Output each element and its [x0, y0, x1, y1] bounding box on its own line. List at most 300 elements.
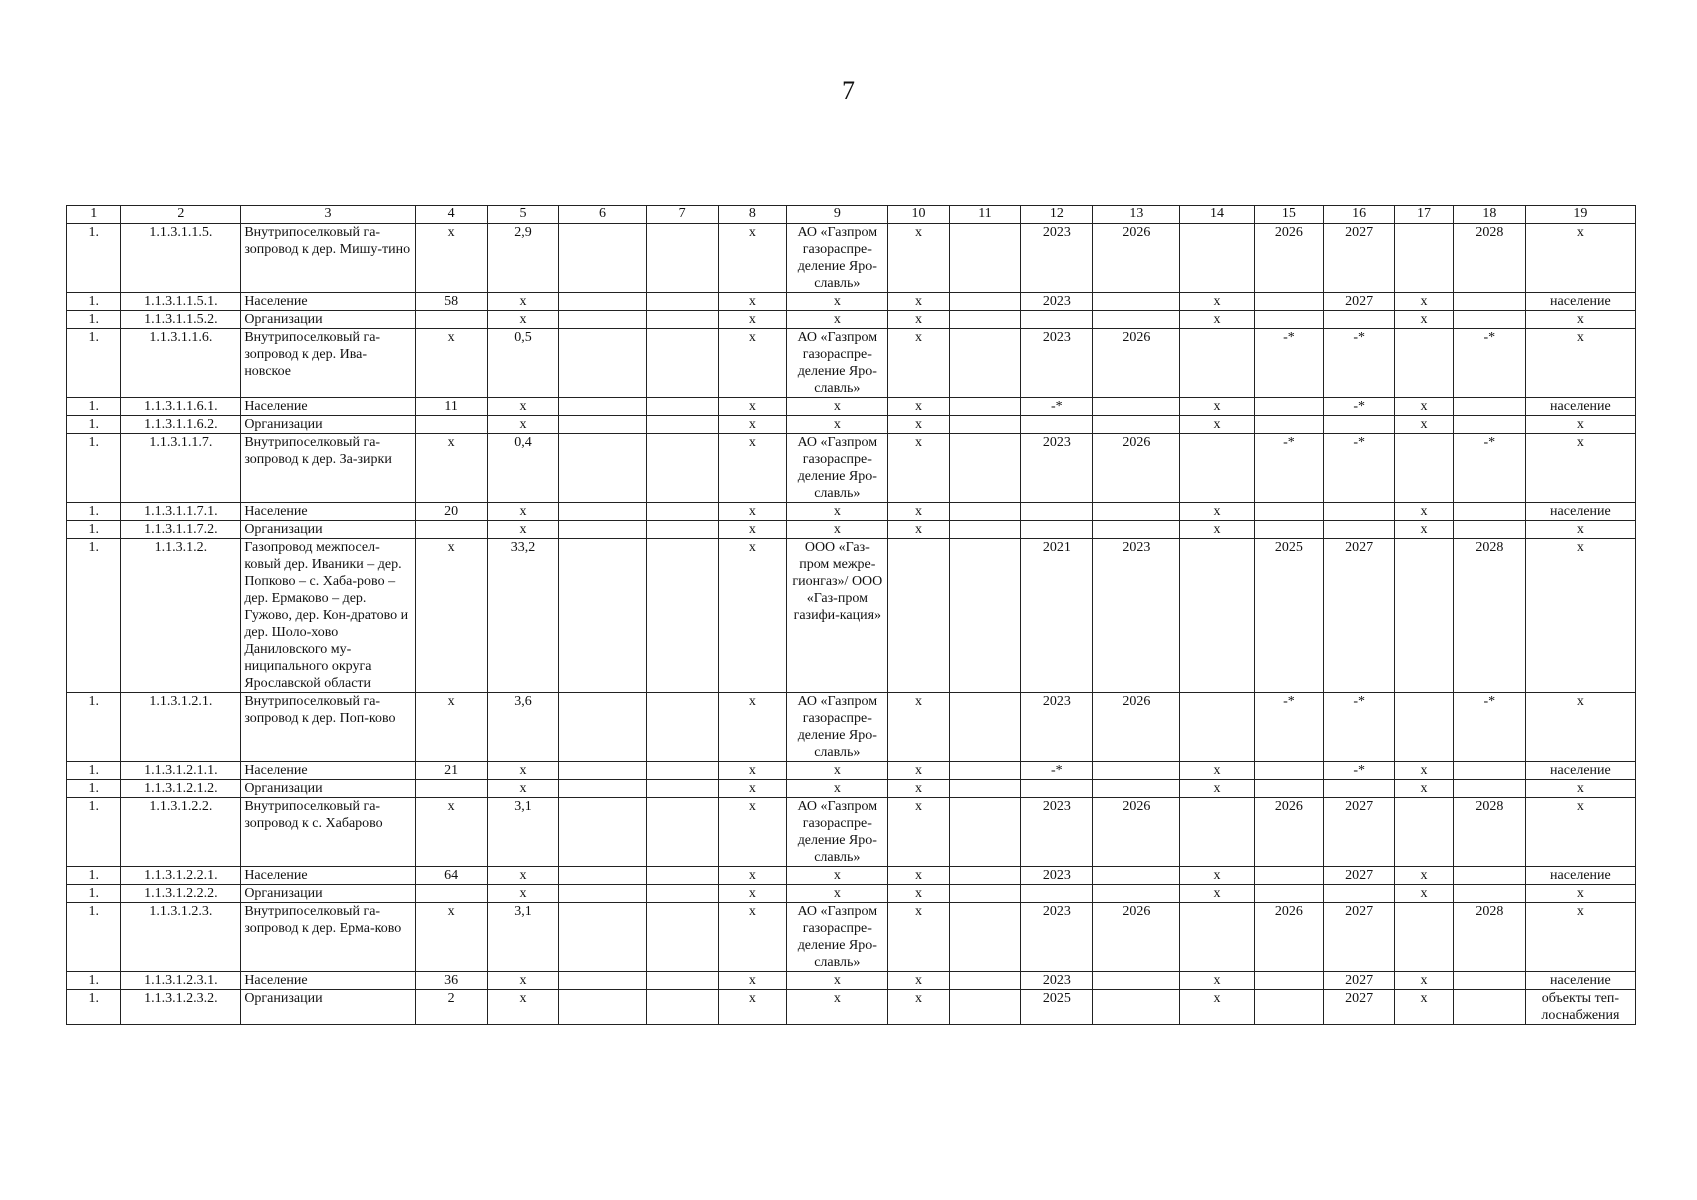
table-cell: Население — [241, 503, 415, 521]
table-cell: 2027 — [1324, 867, 1395, 885]
table-cell: x — [1395, 416, 1454, 434]
table-cell: x — [487, 521, 559, 539]
table-cell — [949, 329, 1021, 398]
table-cell: Внутрипоселковый га-зопровод к с. Хабарово — [241, 798, 415, 867]
table-cell — [1453, 293, 1525, 311]
table-cell: x — [718, 521, 787, 539]
table-row — [67, 798, 1636, 867]
table-row — [67, 224, 1636, 293]
table-cell — [1395, 224, 1454, 293]
table-cell — [1254, 503, 1324, 521]
table-cell: 2023 — [1021, 434, 1093, 503]
table-cell — [646, 693, 718, 762]
table-cell: 2023 — [1093, 539, 1180, 693]
table-cell — [646, 224, 718, 293]
table-cell: x — [1180, 521, 1254, 539]
table-cell: x — [487, 885, 559, 903]
table-cell — [559, 972, 646, 990]
table-cell — [1254, 972, 1324, 990]
table-row — [67, 990, 1636, 1025]
table-cell: x — [1180, 311, 1254, 329]
table-cell: x — [1180, 972, 1254, 990]
table-cell — [559, 398, 646, 416]
table-cell — [1093, 867, 1180, 885]
table-cell — [646, 780, 718, 798]
table-cell: 2023 — [1021, 903, 1093, 972]
table-cell: Организации — [241, 521, 415, 539]
table-cell: 36 — [415, 972, 487, 990]
table-cell — [1395, 693, 1454, 762]
table-cell — [646, 503, 718, 521]
table-cell — [415, 521, 487, 539]
table-cell: -* — [1453, 434, 1525, 503]
table-cell: 1. — [67, 990, 121, 1025]
table-row — [67, 885, 1636, 903]
table-cell — [1395, 903, 1454, 972]
table-cell: 3,6 — [487, 693, 559, 762]
table-cell: 2027 — [1324, 224, 1395, 293]
table-cell — [559, 329, 646, 398]
table-cell: x — [718, 990, 787, 1025]
table-cell — [949, 885, 1021, 903]
table-cell: 2026 — [1093, 798, 1180, 867]
table-cell: 2026 — [1093, 903, 1180, 972]
table-cell: x — [888, 798, 949, 867]
table-cell: x — [487, 990, 559, 1025]
table-cell: x — [888, 503, 949, 521]
data-table — [66, 205, 1636, 1025]
table-cell: x — [888, 521, 949, 539]
table-cell: 11 — [415, 398, 487, 416]
table-cell: 21 — [415, 762, 487, 780]
column-header: 9 — [787, 206, 888, 224]
table-cell — [646, 990, 718, 1025]
table-cell: 2023 — [1021, 224, 1093, 293]
table-cell: x — [1525, 329, 1635, 398]
table-cell — [1254, 293, 1324, 311]
table-cell — [415, 416, 487, 434]
table-row — [67, 903, 1636, 972]
table-cell — [1093, 311, 1180, 329]
table-cell: x — [1395, 398, 1454, 416]
column-header: 3 — [241, 206, 415, 224]
table-cell — [1093, 762, 1180, 780]
table-cell — [559, 798, 646, 867]
table-cell: x — [415, 224, 487, 293]
table-cell — [559, 539, 646, 693]
table-cell: АО «Газпром газораспре-деление Яро-славль» — [787, 224, 888, 293]
column-header: 7 — [646, 206, 718, 224]
table-cell — [559, 293, 646, 311]
table-cell — [1324, 311, 1395, 329]
table-cell — [1180, 329, 1254, 398]
table-row — [67, 329, 1636, 398]
table-cell: 2026 — [1093, 224, 1180, 293]
table-cell — [1180, 903, 1254, 972]
table-row — [67, 972, 1636, 990]
table-cell: -* — [1254, 693, 1324, 762]
table-cell: Население — [241, 867, 415, 885]
table-cell: x — [1180, 780, 1254, 798]
column-header: 14 — [1180, 206, 1254, 224]
table-cell — [1254, 885, 1324, 903]
column-header: 12 — [1021, 206, 1093, 224]
table-cell: 1. — [67, 398, 121, 416]
table-cell — [949, 693, 1021, 762]
table-cell: 1.1.3.1.2.2. — [121, 798, 241, 867]
table-cell: 1.1.3.1.2.3.1. — [121, 972, 241, 990]
table-cell — [1021, 521, 1093, 539]
table-cell — [646, 972, 718, 990]
table-cell: 1. — [67, 885, 121, 903]
table-cell: x — [487, 311, 559, 329]
table-cell: x — [718, 434, 787, 503]
table-cell — [559, 434, 646, 503]
table-cell: x — [1180, 416, 1254, 434]
table-cell: 2025 — [1254, 539, 1324, 693]
table-cell — [949, 539, 1021, 693]
table-cell: x — [487, 972, 559, 990]
table-cell: x — [1525, 311, 1635, 329]
table-cell — [415, 780, 487, 798]
table-cell — [646, 329, 718, 398]
table-cell — [1180, 224, 1254, 293]
table-cell: x — [1180, 990, 1254, 1025]
table-cell: x — [1525, 693, 1635, 762]
table-cell: 1. — [67, 762, 121, 780]
table-cell: население — [1525, 762, 1635, 780]
table-cell: -* — [1324, 762, 1395, 780]
table-cell — [1021, 780, 1093, 798]
table-cell: 1.1.3.1.1.5.2. — [121, 311, 241, 329]
table-cell: население — [1525, 293, 1635, 311]
table-cell — [1180, 693, 1254, 762]
table-cell: 2027 — [1324, 990, 1395, 1025]
table-cell: 2023 — [1021, 329, 1093, 398]
table-cell: x — [888, 224, 949, 293]
table-cell: Население — [241, 972, 415, 990]
column-header: 1 — [67, 206, 121, 224]
table-cell: x — [718, 329, 787, 398]
table-cell: 1.1.3.1.1.6.2. — [121, 416, 241, 434]
column-header: 17 — [1395, 206, 1454, 224]
table-cell — [949, 311, 1021, 329]
table-cell: 1. — [67, 798, 121, 867]
table-cell: 1.1.3.1.1.6.1. — [121, 398, 241, 416]
table-cell — [1254, 762, 1324, 780]
table-cell: 1.1.3.1.2.1.2. — [121, 780, 241, 798]
table-cell — [646, 867, 718, 885]
table-cell — [1021, 885, 1093, 903]
table-row — [67, 311, 1636, 329]
column-header: 13 — [1093, 206, 1180, 224]
table-cell — [1254, 398, 1324, 416]
table-cell — [1180, 434, 1254, 503]
table-cell: 2,9 — [487, 224, 559, 293]
table-cell: 2026 — [1254, 798, 1324, 867]
table-cell: x — [787, 867, 888, 885]
table-cell: x — [787, 521, 888, 539]
table-cell: x — [415, 798, 487, 867]
table-cell: x — [787, 972, 888, 990]
table-cell — [949, 224, 1021, 293]
column-header: 5 — [487, 206, 559, 224]
table-cell — [1093, 293, 1180, 311]
column-header: 10 — [888, 206, 949, 224]
table-cell — [559, 311, 646, 329]
table-cell: 1. — [67, 780, 121, 798]
table-cell: Население — [241, 293, 415, 311]
table-cell: 3,1 — [487, 903, 559, 972]
table-cell: x — [888, 311, 949, 329]
table-cell — [1093, 416, 1180, 434]
table-cell — [646, 293, 718, 311]
table-cell — [949, 398, 1021, 416]
table-cell: население — [1525, 867, 1635, 885]
table-cell: 33,2 — [487, 539, 559, 693]
table-cell: 2026 — [1093, 693, 1180, 762]
column-header: 2 — [121, 206, 241, 224]
table-cell — [1395, 539, 1454, 693]
page-number: 7 — [842, 76, 855, 105]
table-cell: x — [718, 903, 787, 972]
table-cell: -* — [1324, 329, 1395, 398]
table-cell: 2027 — [1324, 798, 1395, 867]
table-cell: x — [718, 780, 787, 798]
table-cell: x — [718, 398, 787, 416]
table-cell: 1.1.3.1.1.5. — [121, 224, 241, 293]
table-row — [67, 503, 1636, 521]
table-cell: x — [718, 867, 787, 885]
table-cell: x — [787, 990, 888, 1025]
table-cell: x — [718, 539, 787, 693]
table-cell — [559, 762, 646, 780]
table-cell: Внутрипоселковый га-зопровод к дер. Ива-новское — [241, 329, 415, 398]
table-cell — [1453, 885, 1525, 903]
table-row — [67, 521, 1636, 539]
table-cell: 1. — [67, 521, 121, 539]
table-cell — [559, 224, 646, 293]
table-cell: 2028 — [1453, 539, 1525, 693]
table-cell: 2 — [415, 990, 487, 1025]
table-cell: x — [1180, 867, 1254, 885]
table-cell: 2028 — [1453, 224, 1525, 293]
table-cell: 58 — [415, 293, 487, 311]
table-cell — [949, 798, 1021, 867]
table-cell — [949, 762, 1021, 780]
table-cell: 2028 — [1453, 798, 1525, 867]
table-cell — [646, 762, 718, 780]
table-cell — [1093, 972, 1180, 990]
table-cell — [1093, 780, 1180, 798]
table-cell — [559, 521, 646, 539]
table-cell — [1453, 780, 1525, 798]
table-cell: 1.1.3.1.2.2.1. — [121, 867, 241, 885]
table-cell: x — [718, 293, 787, 311]
table-cell — [1021, 503, 1093, 521]
table-cell: 2027 — [1324, 972, 1395, 990]
table-cell: x — [718, 798, 787, 867]
table-cell: x — [1525, 224, 1635, 293]
table-cell — [1324, 885, 1395, 903]
table-cell: АО «Газпром газораспре-деление Яро-славль» — [787, 903, 888, 972]
table-cell: x — [1525, 903, 1635, 972]
table-cell: 1.1.3.1.2.1.1. — [121, 762, 241, 780]
column-header: 15 — [1254, 206, 1324, 224]
table-cell — [646, 521, 718, 539]
table-cell: Население — [241, 398, 415, 416]
table-cell: 1. — [67, 539, 121, 693]
table-cell: Организации — [241, 416, 415, 434]
table-cell: x — [1395, 885, 1454, 903]
table-cell: x — [718, 762, 787, 780]
table-row — [67, 762, 1636, 780]
table-cell: x — [888, 903, 949, 972]
table-cell: Газопровод межпосел-ковый дер. Иваники – дер. Попково – с. Хаба-рово – дер. Ермаково – дер. Гужово, дер. Кон-дратово и дер. Шоло-хово Даниловского му-ниципального округа Ярославской области — [241, 539, 415, 693]
table-cell — [1180, 798, 1254, 867]
table-cell: x — [888, 762, 949, 780]
table-cell: 2026 — [1093, 329, 1180, 398]
table-cell: x — [888, 867, 949, 885]
table-header-row — [67, 206, 1636, 224]
table-cell: 2023 — [1021, 972, 1093, 990]
table-cell: x — [718, 693, 787, 762]
table-cell: Организации — [241, 780, 415, 798]
table-cell: x — [1525, 798, 1635, 867]
table-cell: АО «Газпром газораспре-деление Яро-славль» — [787, 798, 888, 867]
table-cell — [559, 416, 646, 434]
table-cell — [1453, 503, 1525, 521]
table-cell — [1254, 311, 1324, 329]
table-cell: x — [1395, 762, 1454, 780]
table-cell — [1093, 521, 1180, 539]
table-cell — [949, 293, 1021, 311]
table-cell: 3,1 — [487, 798, 559, 867]
table-cell: -* — [1021, 398, 1093, 416]
table-cell: x — [1180, 398, 1254, 416]
table-row — [67, 416, 1636, 434]
table-cell: -* — [1324, 434, 1395, 503]
table-cell: x — [1525, 780, 1635, 798]
table-cell — [1324, 521, 1395, 539]
table-cell: Внутрипоселковый га-зопровод к дер. Мишу-тино — [241, 224, 415, 293]
table-cell: x — [1395, 972, 1454, 990]
table-cell: 64 — [415, 867, 487, 885]
table-cell: x — [718, 311, 787, 329]
table-cell: 1. — [67, 311, 121, 329]
table-cell: x — [888, 329, 949, 398]
table-cell: x — [787, 398, 888, 416]
table-cell: x — [1395, 867, 1454, 885]
table-cell: 1.1.3.1.2.1. — [121, 693, 241, 762]
table-cell: x — [718, 224, 787, 293]
table-row — [67, 398, 1636, 416]
table-cell — [646, 311, 718, 329]
table-cell — [646, 434, 718, 503]
table-cell — [888, 539, 949, 693]
table-cell — [1254, 780, 1324, 798]
table-cell: x — [415, 434, 487, 503]
table-cell: x — [1180, 762, 1254, 780]
table-cell: x — [1395, 293, 1454, 311]
table-cell — [559, 903, 646, 972]
table-cell: 20 — [415, 503, 487, 521]
table-cell — [949, 416, 1021, 434]
table-cell: 2027 — [1324, 293, 1395, 311]
table-cell: население — [1525, 503, 1635, 521]
table-row — [67, 293, 1636, 311]
table-cell: x — [1180, 503, 1254, 521]
table-cell: 1.1.3.1.1.7.1. — [121, 503, 241, 521]
table-cell — [1093, 885, 1180, 903]
table-cell: x — [487, 293, 559, 311]
table-cell: 0,4 — [487, 434, 559, 503]
column-header: 18 — [1453, 206, 1525, 224]
table-cell: x — [787, 885, 888, 903]
table-cell — [949, 990, 1021, 1025]
table-cell — [1453, 311, 1525, 329]
table-cell: -* — [1254, 434, 1324, 503]
table-cell: -* — [1254, 329, 1324, 398]
table-cell: x — [787, 503, 888, 521]
table-cell — [415, 885, 487, 903]
table-row — [67, 693, 1636, 762]
table-cell — [1324, 416, 1395, 434]
table-cell — [949, 503, 1021, 521]
table-row — [67, 867, 1636, 885]
table-cell — [1324, 780, 1395, 798]
table-cell: 1.1.3.1.2. — [121, 539, 241, 693]
table-cell: x — [487, 867, 559, 885]
column-header: 16 — [1324, 206, 1395, 224]
table-cell: 1.1.3.1.2.2.2. — [121, 885, 241, 903]
table-cell: 1. — [67, 416, 121, 434]
table-row — [67, 434, 1636, 503]
table-cell: x — [1525, 521, 1635, 539]
table-cell: x — [787, 293, 888, 311]
table-cell — [559, 867, 646, 885]
table-cell: x — [415, 903, 487, 972]
table-cell — [1254, 521, 1324, 539]
table-cell: АО «Газпром газораспре-деление Яро-славль» — [787, 434, 888, 503]
table-cell — [559, 693, 646, 762]
table-cell: 1. — [67, 329, 121, 398]
table-cell: x — [1525, 434, 1635, 503]
column-header: 11 — [949, 206, 1021, 224]
table-cell: 2021 — [1021, 539, 1093, 693]
table-cell: 2023 — [1021, 693, 1093, 762]
table-cell: x — [1525, 416, 1635, 434]
table-cell — [559, 780, 646, 798]
table-cell: x — [888, 416, 949, 434]
table-cell: x — [787, 311, 888, 329]
table-cell: Внутрипоселковый га-зопровод к дер. Поп-ково — [241, 693, 415, 762]
table-cell: -* — [1453, 693, 1525, 762]
table-cell — [1395, 434, 1454, 503]
table-cell: x — [1180, 885, 1254, 903]
table-cell: x — [1525, 885, 1635, 903]
table-cell: 2027 — [1324, 539, 1395, 693]
table-cell: x — [1395, 521, 1454, 539]
table-cell: 1.1.3.1.2.3.2. — [121, 990, 241, 1025]
table-cell: x — [1180, 293, 1254, 311]
table-cell: АО «Газпром газораспре-деление Яро-славль» — [787, 329, 888, 398]
table-cell: ООО «Газ-пром межре-гионгаз»/ ООО «Газ-пром газифи-кация» — [787, 539, 888, 693]
table-cell — [646, 416, 718, 434]
table-cell: -* — [1324, 693, 1395, 762]
table-cell: x — [787, 762, 888, 780]
table-cell: x — [888, 990, 949, 1025]
